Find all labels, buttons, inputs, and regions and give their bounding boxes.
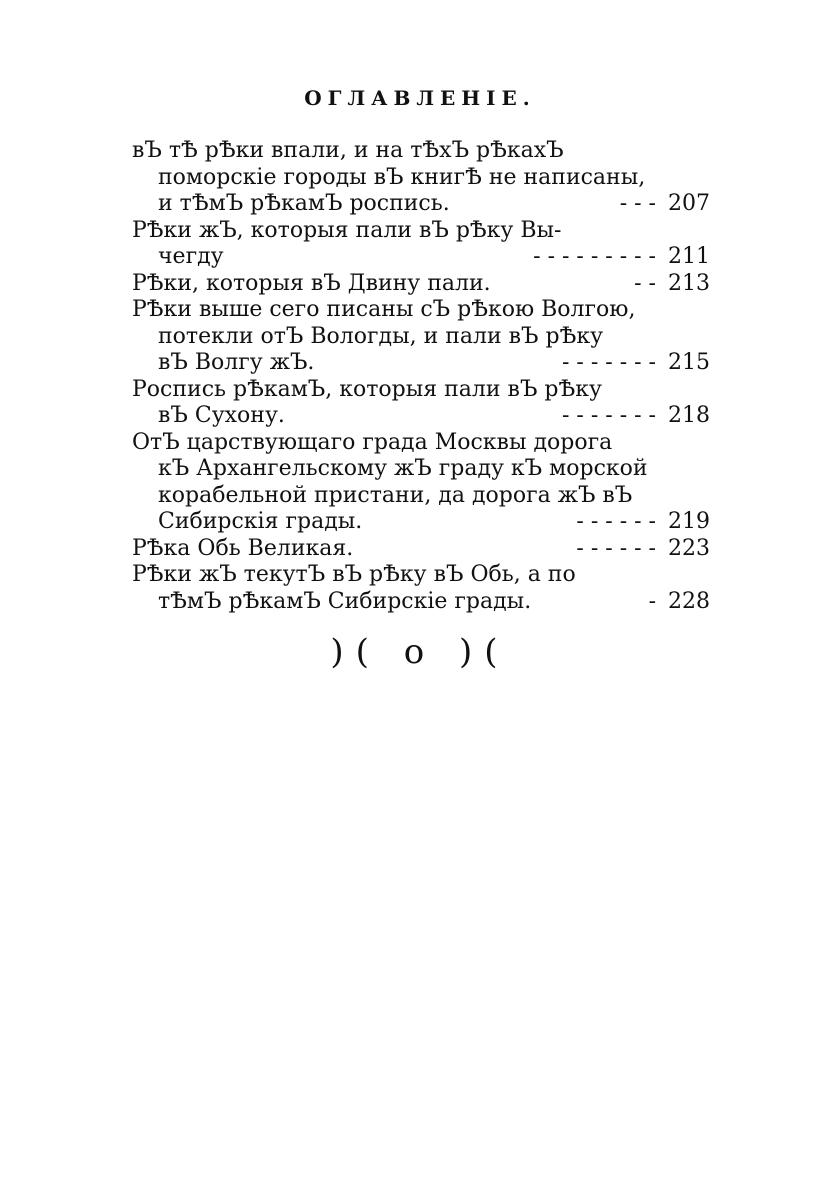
toc-page-number: 218 [668,403,710,428]
toc-entry [132,430,710,536]
toc-entry-line: Роспись рѢкамЪ, которыя пали вЪ рѢку [132,376,602,402]
toc-entry-line [132,350,710,377]
toc-entry-line: вЪ тѢ рѢки впали, и на тѢхЪ рѢкахЪ [132,138,564,163]
toc-entry [132,218,710,271]
toc-page-number: 207 [668,191,710,216]
toc-entry [132,297,710,377]
toc-entry-text: чегду [158,244,224,269]
toc-entry-line [132,536,710,563]
toc-entry-text: РѢка Обь Великая. [132,535,354,561]
toc-entry-line: кЪ Архангельскому жЪ граду кЪ морской [158,456,648,481]
toc-leader: - - - [619,191,656,216]
toc-entry-text: вЪ Волгу жЪ. [158,350,315,375]
toc-page-number: 213 [668,270,710,296]
toc-leader: - - - - - - [576,535,656,561]
toc-entry-text: вЪ Сухону. [158,403,285,428]
page-title: ОГЛАВЛЕНІЕ. [304,86,536,110]
toc-page-number: 228 [668,588,710,614]
toc-entry [132,562,710,615]
table-of-contents [132,138,710,615]
toc-entry-line: РѢки жЪ, которыя пали вЪ рѢку Вы- [132,217,562,243]
toc-entry-line: потекли отЪ Вологды, и пали вЪ рѢку [158,323,604,349]
toc-page-number: 215 [668,350,710,375]
toc-page-number: 219 [668,509,710,534]
ornament: )( o )( [330,632,510,672]
toc-leader: - [648,588,656,614]
toc-page-number: 223 [668,535,710,561]
toc-entry-line [132,191,710,218]
toc-entry-line: РѢки выше сего писаны сЪ рѢкою Волгою, [132,297,636,322]
toc-entry-line [132,403,710,430]
toc-entry-line [132,244,710,271]
toc-entry-line [132,509,710,536]
toc-entry-text: Сибирскія грады. [158,509,363,534]
toc-entry-line: РѢки жЪ текутЪ вЪ рѢку вЪ Обь, а по [132,562,576,587]
toc-entry-line: корабельной пристани, да дорога жЪ вЪ [158,482,633,508]
toc-entry-line [132,589,710,616]
toc-entry [132,271,710,298]
toc-entry-line [132,271,710,298]
toc-page-number: 211 [668,244,710,269]
toc-leader: - - - - - - - [562,350,656,375]
toc-entry [132,536,710,563]
toc-leader: - - [634,270,656,296]
toc-entry-text: РѢки, которыя вЪ Двину пали. [132,270,491,296]
toc-entry-text: тѢмЪ рѢкамЪ Сибирскіе грады. [158,588,532,614]
toc-entry-text: и тѢмЪ рѢкамЪ роспись. [158,191,450,216]
toc-entry [132,377,710,430]
toc-leader: - - - - - - - - - [533,244,656,269]
toc-leader: - - - - - - - [562,403,656,428]
toc-entry-line: ОтЪ царствующаго града Москвы дорога [132,429,613,455]
toc-entry [132,138,710,218]
toc-entry-line: поморскіе городы вЪ книгѢ не написаны, [158,164,646,190]
toc-leader: - - - - - - [576,509,656,534]
